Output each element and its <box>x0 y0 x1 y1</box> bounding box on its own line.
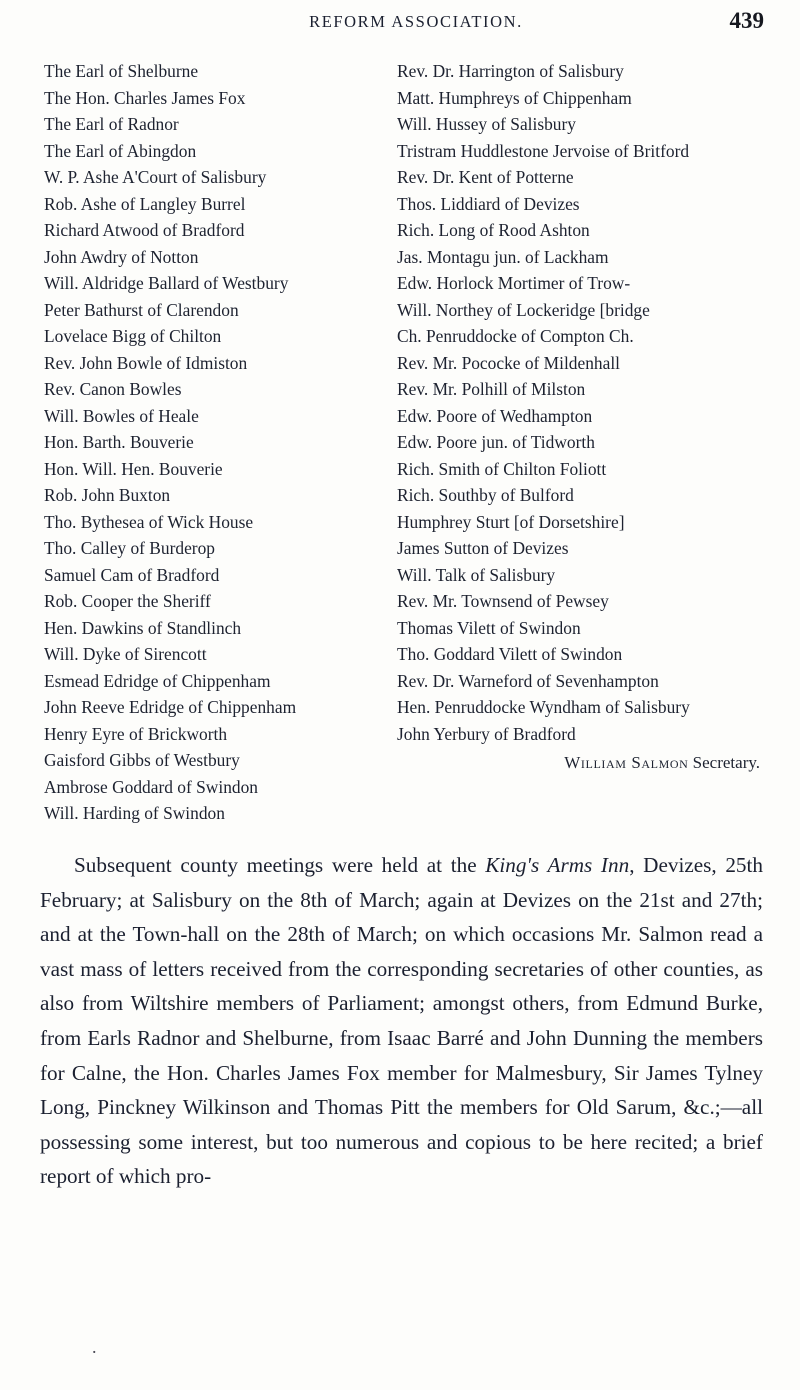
list-item: Will. Bowles of Heale <box>44 405 199 426</box>
list-item: Rob. Ashe of Langley Burrel <box>44 193 246 214</box>
list-item: Hon. Will. Hen. Bouverie <box>44 458 223 479</box>
list-item: The Earl of Abingdon <box>44 140 197 161</box>
list-item: Will. Talk of Salisbury <box>397 564 556 585</box>
list-item: Tristram Huddlestone Jervoise of Britford <box>397 140 690 161</box>
paragraph-segment-2: , Devizes, 25th February; at Salisbury on the 8th of March; again at Devizes on the 21st and 27th; and at the Town-hall on the 28th of March; on which occasions Mr. Salmon read a vast mass of letters received from the corresponding secretaries of other counties, as also from Wiltshire members of Parliament; amongst others, from Edmund Burke, from Earls Radnor and Shelburne, from Isaac Barré and John Dunning the members for Calne, the Hon. Charles James Fox member for Malmesbury, Sir James Tylney Long, Pinckney Wilkinson and Thomas Pitt the members for Old Sarum, &c.;—all possessing some interest, but too numerous and copious to be here recited; a brief report of which pro- <box>40 853 764 1189</box>
list-item: Rev. Mr. Polhill of Milston <box>397 379 586 399</box>
list-item: Will. Hussey of Salisbury <box>397 114 576 134</box>
running-head <box>40 8 764 40</box>
list-item: Humphrey Sturt [of Dorsetshire] <box>397 511 625 532</box>
secretary-name: William Salmon <box>564 753 689 772</box>
list-item: The Earl of Shelburne <box>44 61 199 81</box>
running-title: REFORM ASSOCIATION. <box>309 12 523 31</box>
list-item: John Yerbury of Bradford <box>397 723 576 744</box>
page-number: 439 <box>729 8 764 33</box>
list-item: Ch. Penruddocke of Compton Ch. <box>397 326 634 346</box>
stray-ink-mark: . <box>92 1337 97 1357</box>
list-item: Peter Bathurst of Clarendon <box>44 299 239 320</box>
list-item: John Reeve Edridge of Chippenham <box>44 697 297 717</box>
name-column-right <box>397 58 764 827</box>
body-paragraph <box>40 848 763 1194</box>
list-item: Rev. Dr. Kent of Potterne <box>397 167 574 187</box>
list-item: Ambrose Goddard of Swindon <box>44 776 258 797</box>
list-item: Rich. Smith of Chilton Foliott <box>397 458 607 479</box>
list-item: Samuel Cam of Bradford <box>44 564 220 585</box>
list-item: W. P. Ashe A'Court of Salisbury <box>44 167 267 187</box>
subscriber-name-list <box>44 58 764 827</box>
list-item: Edw. Poore of Wedhampton <box>397 405 593 426</box>
secretary-role: Secretary. <box>692 753 760 772</box>
list-item: Hon. Barth. Bouverie <box>44 432 194 452</box>
list-item: Esmead Edridge of Chippenham <box>44 670 271 691</box>
list-item: Edw. Poore jun. of Tidworth <box>397 432 595 452</box>
list-item: Rich. Long of Rood Ashton <box>397 220 590 240</box>
list-item: Rev. Dr. Warneford of Sevenhampton <box>397 670 659 691</box>
list-item: The Hon. Charles James Fox <box>44 87 246 108</box>
list-item: Will. Aldridge Ballard of Westbury <box>44 273 289 293</box>
list-item: James Sutton of Devizes <box>397 538 569 558</box>
list-item: Matt. Humphreys of Chippenham <box>397 87 632 108</box>
list-item: Thos. Liddiard of Devizes <box>397 193 580 214</box>
list-item: Tho. Bythesea of Wick House <box>44 511 254 532</box>
list-item: Rev. Canon Bowles <box>44 379 182 399</box>
list-item: Will. Harding of Swindon <box>44 803 225 823</box>
list-item: The Earl of Radnor <box>44 114 179 134</box>
list-item: Thomas Vilett of Swindon <box>397 617 581 638</box>
list-item: Gaisford Gibbs of Westbury <box>44 750 240 770</box>
list-item: Hen. Dawkins of Standlinch <box>44 617 242 638</box>
list-item: Rev. Dr. Harrington of Salisbury <box>397 61 624 81</box>
list-item: Jas. Montagu jun. of Lackham <box>397 246 609 267</box>
list-item: Henry Eyre of Brickworth <box>44 723 228 744</box>
list-item: Rev. John Bowle of Idmiston <box>44 352 248 373</box>
list-item: Rich. Southby of Bulford <box>397 485 574 505</box>
list-item: Rev. Mr. Townsend of Pewsey <box>397 591 609 611</box>
list-item: John Awdry of Notton <box>44 246 199 267</box>
paragraph-segment-1: Subsequent county meetings were held at the <box>74 853 486 877</box>
list-item: Tho. Goddard Vilett of Swindon <box>397 644 623 664</box>
list-item: Rev. Mr. Pococke of Mildenhall <box>397 352 620 373</box>
list-item: Lovelace Bigg of Chilton <box>44 326 222 346</box>
inn-name-italic: King's Arms Inn <box>485 853 630 877</box>
list-item: Edw. Horlock Mortimer of Trow- <box>397 273 631 293</box>
list-item: Hen. Penruddocke Wyndham of Salisbury <box>397 697 690 717</box>
list-item: Rob. Cooper the Sheriff <box>44 591 211 611</box>
list-item: Rob. John Buxton <box>44 485 171 505</box>
list-item: Tho. Calley of Burderop <box>44 538 215 558</box>
list-item: Will. Northey of Lockeridge [bridge <box>397 299 650 320</box>
list-item: Will. Dyke of Sirencott <box>44 644 207 664</box>
secretary-signature <box>397 750 764 777</box>
name-column-left <box>44 58 397 827</box>
list-item: Richard Atwood of Bradford <box>44 220 245 240</box>
